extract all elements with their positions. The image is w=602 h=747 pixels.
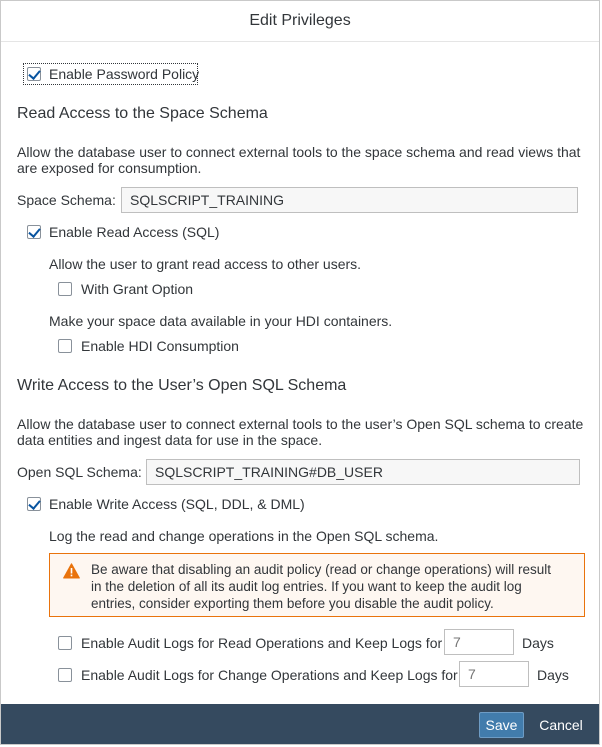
warning-line3: entries, consider exporting them before you disable the audit policy. <box>91 596 494 611</box>
audit-change-days-unit: Days <box>537 667 569 683</box>
open-sql-schema-label: Open SQL Schema: <box>17 464 142 480</box>
warning-icon <box>63 563 80 584</box>
grant-hint: Allow the user to grant read access to other users. <box>49 256 362 272</box>
audit-read-label[interactable]: Enable Audit Logs for Read Operations and Keep Logs for <box>81 635 443 651</box>
audit-warning-message <box>49 553 585 617</box>
read-description-line1: Allow the database user to connect external tools to the space schema and read views that <box>17 144 581 160</box>
enable-hdi-consumption-checkbox[interactable] <box>58 339 72 353</box>
dialog-title: Edit Privileges <box>1 1 599 42</box>
read-section-title: Read Access to the Space Schema <box>17 105 268 122</box>
audit-read-days-input[interactable] <box>444 629 514 655</box>
cancel-button[interactable]: Cancel <box>539 717 583 733</box>
warning-line2: in the deletion of all its audit log entries. If you want to keep the audit log <box>91 579 522 594</box>
space-schema-label: Space Schema: <box>17 192 116 208</box>
space-schema-field[interactable]: SQLSCRIPT_TRAINING <box>121 187 578 213</box>
write-description-line2: data entities and ingest data for use in the space. <box>17 432 323 448</box>
password-policy-label[interactable]: Enable Password Policy <box>49 66 200 82</box>
audit-hint: Log the read and change operations in the Open SQL schema. <box>49 528 439 544</box>
read-description-line2: are exposed for consumption. <box>17 160 202 176</box>
dialog-footer <box>1 704 599 744</box>
enable-read-access-checkbox[interactable] <box>27 225 41 239</box>
save-button[interactable]: Save <box>479 712 524 738</box>
with-grant-option-label[interactable]: With Grant Option <box>81 281 194 297</box>
enable-hdi-consumption-label[interactable]: Enable HDI Consumption <box>81 338 239 354</box>
open-sql-schema-field[interactable]: SQLSCRIPT_TRAINING#DB_USER <box>146 459 580 485</box>
write-description-line1: Allow the database user to connect external tools to the user’s Open SQL schema to create <box>17 416 584 432</box>
with-grant-option-checkbox[interactable] <box>58 282 72 296</box>
audit-change-days-input[interactable] <box>459 661 529 687</box>
audit-change-checkbox[interactable] <box>58 668 72 682</box>
audit-change-label[interactable]: Enable Audit Logs for Change Operations and Keep Logs for <box>81 667 458 683</box>
audit-read-days-unit: Days <box>522 635 554 651</box>
enable-write-access-checkbox[interactable] <box>27 497 41 511</box>
dialog-content <box>1 42 599 704</box>
write-section-title: Write Access to the User’s Open SQL Schema <box>17 377 347 394</box>
enable-read-access-label[interactable]: Enable Read Access (SQL) <box>49 224 220 240</box>
enable-write-access-label[interactable]: Enable Write Access (SQL, DDL, & DML) <box>49 496 305 512</box>
hdi-hint: Make your space data available in your HDI containers. <box>49 313 393 329</box>
warning-line1: Be aware that disabling an audit policy (read or change operations) will result <box>91 562 552 577</box>
audit-read-checkbox[interactable] <box>58 636 72 650</box>
warning-text <box>91 561 571 612</box>
password-policy-checkbox[interactable] <box>27 67 41 81</box>
